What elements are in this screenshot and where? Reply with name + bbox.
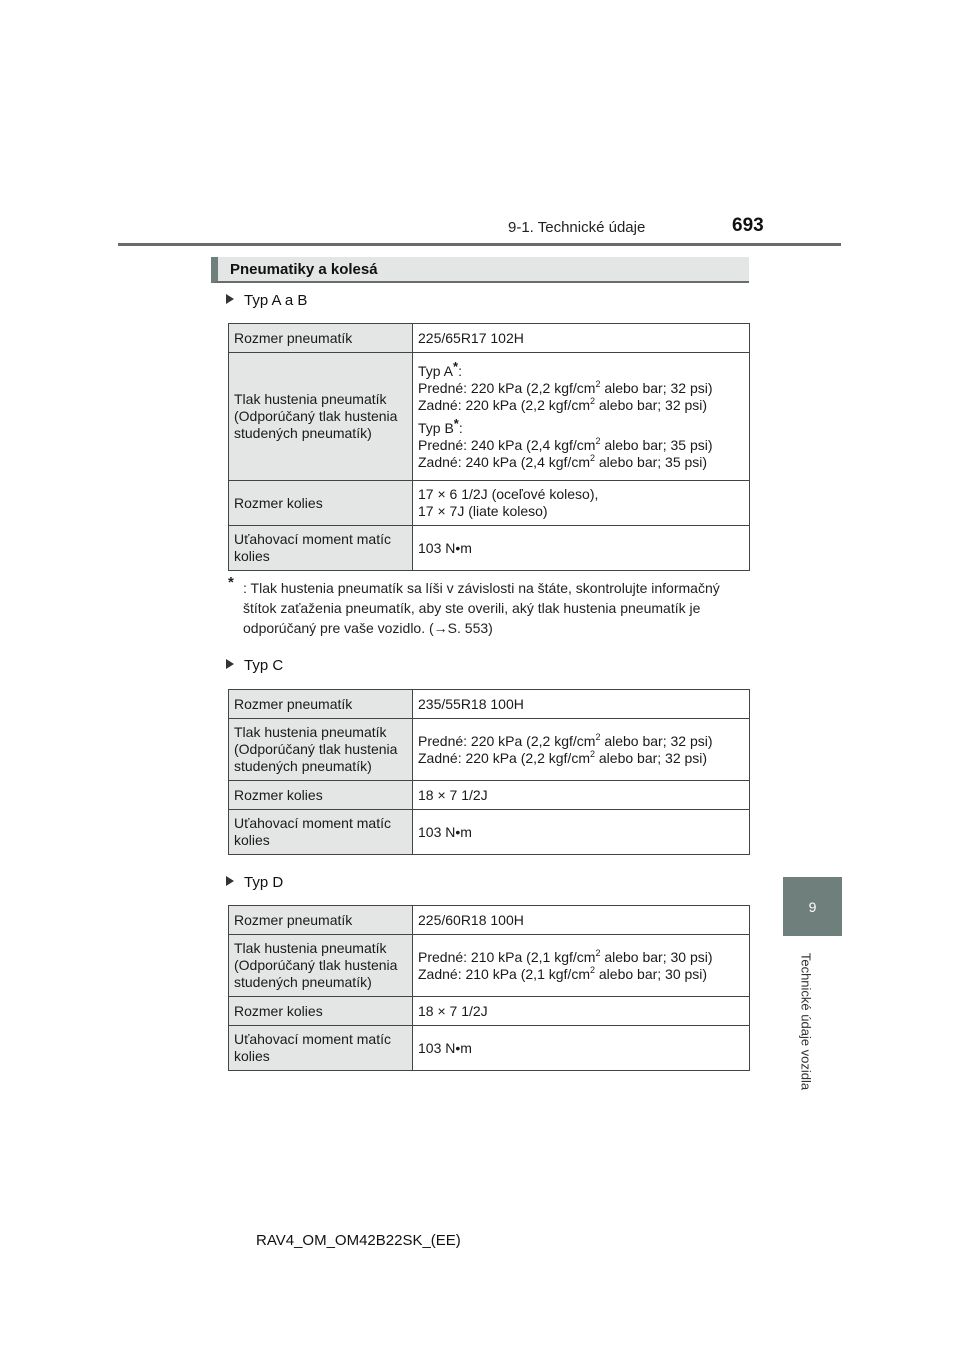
section-title: Pneumatiky a kolesá: [230, 261, 378, 278]
pressure-value: [413, 719, 750, 781]
wheel-size-value: [413, 997, 750, 1026]
typ-c-heading: [226, 657, 283, 674]
wheel-diameter: 18: [418, 1002, 438, 1019]
a-rear-pressure: Zadné: 220 kPa (2,2 kgf/cm: [418, 396, 590, 413]
table-row: [229, 906, 750, 935]
table-row: [229, 781, 750, 810]
a-front-pressure: Predné: 220 kPa (2,2 kgf/cm: [418, 379, 596, 396]
wheel-spec: 7 1/2J: [445, 1002, 488, 1019]
arrow-right-icon: [226, 294, 234, 304]
page-number: 693: [732, 215, 764, 236]
typ-d-heading-text: Typ D: [244, 874, 284, 891]
footnote-page-ref[interactable]: S. 553): [447, 620, 493, 636]
chapter-number: 9: [808, 898, 817, 915]
arrow-icon: →: [433, 620, 448, 636]
wheel-size-label: Rozmer kolies: [229, 481, 413, 526]
front-pressure-end: alebo bar; 30 psi): [600, 948, 713, 965]
pressure-label: Tlak hustenia pneumatík (Odporúčaný tlak hustenia studených pneumatík): [229, 719, 413, 781]
section-title-bar: [211, 257, 749, 283]
pressure-value: [413, 935, 750, 997]
pressure-label: Tlak hustenia pneumatík (Odporúčaný tlak hustenia studených pneumatík): [229, 935, 413, 997]
typ-a-label: Typ A: [418, 362, 454, 379]
superscript: 2: [589, 452, 595, 463]
chapter-label: [796, 944, 818, 1104]
wheel-size-value: [413, 481, 750, 526]
tire-size-value: 235/55R18 100H: [413, 690, 750, 719]
wheel-2-spec: 7J (liate koleso): [445, 503, 548, 519]
superscript: 2: [589, 748, 595, 759]
wheel-spec: 7 1/2J: [445, 786, 488, 803]
typ-ab-heading-text: Typ A a B: [244, 292, 308, 309]
table-row: [229, 481, 750, 526]
wheel-size-label: Rozmer kolies: [229, 997, 413, 1026]
header-divider: [118, 243, 841, 246]
torque-value: 103 N•m: [413, 810, 750, 855]
asterisk-mark: *: [453, 358, 459, 374]
typ-c-heading-text: Typ C: [244, 657, 284, 674]
rear-pressure-end: alebo bar; 30 psi): [595, 965, 708, 982]
spec-table-d: [228, 905, 750, 1071]
front-pressure: Predné: 210 kPa (2,1 kgf/cm: [418, 948, 596, 965]
typ-b-label: Typ B: [418, 419, 454, 436]
spec-table-c: [228, 689, 750, 855]
table-row: [229, 1026, 750, 1071]
times-sign: ×: [437, 503, 446, 519]
chapter-tab[interactable]: [783, 877, 842, 936]
torque-label: Uťahovací moment matíc kolies: [229, 526, 413, 571]
wheel-1-spec: 6 1/2J (oceľové koleso),: [445, 486, 599, 502]
b-front-pressure-end: alebo bar; 35 psi): [600, 436, 713, 453]
times-sign: ×: [437, 786, 446, 803]
pressure-value: [413, 353, 750, 481]
b-rear-pressure: Zadné: 240 kPa (2,4 kgf/cm: [418, 453, 590, 470]
rear-pressure: Zadné: 220 kPa (2,2 kgf/cm: [418, 749, 590, 766]
torque-label: Uťahovací moment matíc kolies: [229, 810, 413, 855]
chapter-label-text: Technické údaje vozidla: [798, 952, 814, 1091]
document-code: RAV4_OM_OM42B22SK_(EE): [256, 1232, 461, 1249]
table-row: [229, 690, 750, 719]
table-row: [229, 997, 750, 1026]
footnote-text: Tlak hustenia pneumatík sa líši v závislosti na štáte, skontrolujte informačný štítok zaťaženia pneumatík, aby ste overili, aký tlak hustenia pneumatík je odporúčaný pre vaše vozidlo. (: [243, 580, 720, 636]
torque-value: 103 N•m: [413, 1026, 750, 1071]
wheel-1-diameter: 17: [418, 486, 438, 502]
superscript: 2: [589, 964, 595, 975]
torque-label: Uťahovací moment matíc kolies: [229, 1026, 413, 1071]
superscript: 2: [589, 395, 595, 406]
wheel-2-diameter: 17: [418, 503, 438, 519]
table-row: [229, 719, 750, 781]
a-rear-pressure-end: alebo bar; 32 psi): [595, 396, 708, 413]
typ-d-heading: [226, 874, 283, 891]
section-heading: 9-1. Technické údaje: [508, 219, 646, 236]
pressure-label: Tlak hustenia pneumatík (Odporúčaný tlak hustenia studených pneumatík): [229, 353, 413, 481]
wheel-size-label: Rozmer kolies: [229, 781, 413, 810]
arrow-right-icon: [226, 876, 234, 886]
torque-value: 103 N•m: [413, 526, 750, 571]
times-sign: ×: [437, 1002, 446, 1019]
a-front-pressure-end: alebo bar; 32 psi): [600, 379, 713, 396]
table-row: [229, 935, 750, 997]
asterisk-mark: *: [453, 415, 459, 431]
rear-pressure-end: alebo bar; 32 psi): [595, 749, 708, 766]
colon: :: [458, 362, 462, 379]
rear-pressure: Zadné: 210 kPa (2,1 kgf/cm: [418, 965, 590, 982]
typ-ab-heading: [226, 292, 307, 309]
superscript: 2: [595, 731, 601, 742]
arrow-right-icon: [226, 659, 234, 669]
superscript: 2: [595, 378, 601, 389]
times-sign: ×: [437, 486, 446, 502]
tire-size-label: Rozmer pneumatík: [229, 690, 413, 719]
front-pressure-end: alebo bar; 32 psi): [600, 732, 713, 749]
tire-size-value: 225/65R17 102H: [413, 324, 750, 353]
tire-size-label: Rozmer pneumatík: [229, 324, 413, 353]
superscript: 2: [595, 947, 601, 958]
table-row: [229, 353, 750, 481]
wheel-diameter: 18: [418, 786, 438, 803]
table-row: [229, 810, 750, 855]
superscript: 2: [595, 435, 601, 446]
tire-size-label: Rozmer pneumatík: [229, 906, 413, 935]
b-rear-pressure-end: alebo bar; 35 psi): [595, 453, 708, 470]
colon: :: [458, 419, 463, 436]
footnote-colon: :: [243, 580, 247, 596]
tire-size-value: 225/60R18 100H: [413, 906, 750, 935]
spec-table-ab: [228, 323, 750, 571]
front-pressure: Predné: 220 kPa (2,2 kgf/cm: [418, 732, 596, 749]
footnote: * : Tlak hustenia pneumatík sa líši v závislosti na štáte, skontrolujte informačný štítok zaťaženia pneumatík, aby ste overili, aký tlak hustenia pneumatík je odporúčaný pre vaše vozidlo. (→S. 553): [228, 574, 720, 636]
table-row: [229, 526, 750, 571]
table-row: [229, 324, 750, 353]
b-front-pressure: Predné: 240 kPa (2,4 kgf/cm: [418, 436, 596, 453]
wheel-size-value: [413, 781, 750, 810]
